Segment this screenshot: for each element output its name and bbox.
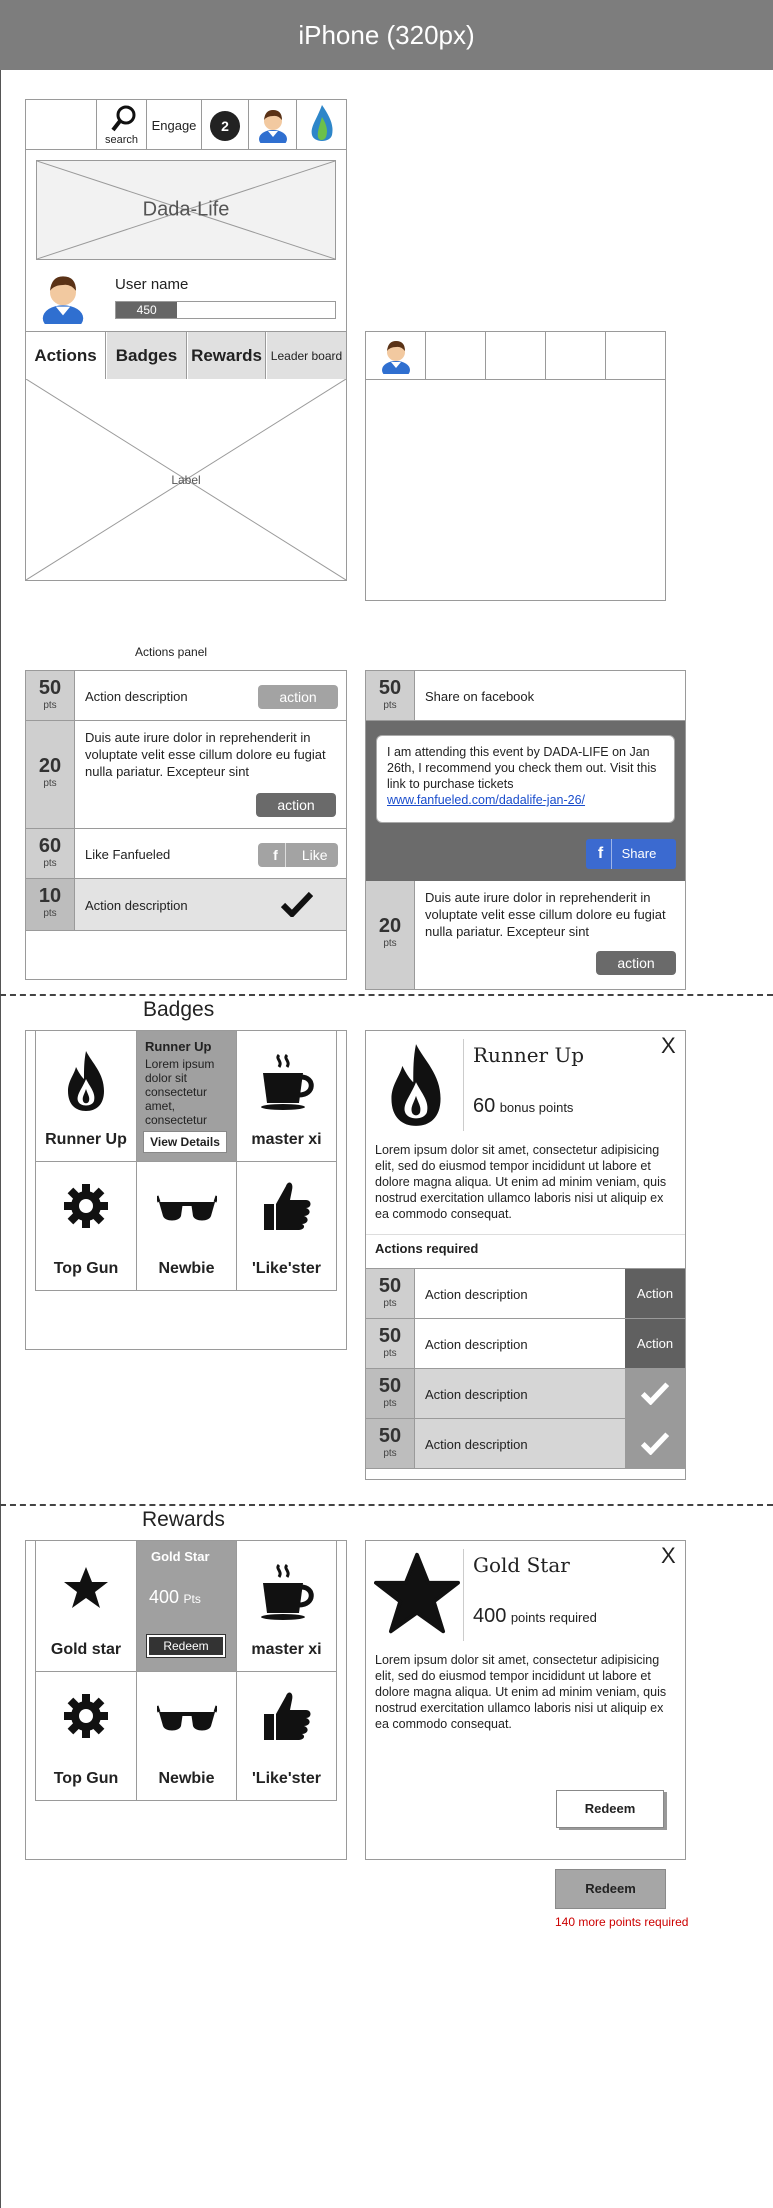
action-row-completed [26,879,346,931]
reward-tile[interactable] [237,1541,336,1671]
checkmark-icon [641,1431,669,1455]
action-points: 50 pts [366,1419,415,1468]
action-points: 60 pts [26,829,75,878]
thumbs-up-icon [262,1690,312,1742]
user-avatar-icon [40,272,86,324]
badge-tile-selected[interactable] [137,1031,236,1161]
placeholder-label: Label [171,472,201,487]
badge-label: master xi [251,1131,322,1148]
reward-detail-body: Lorem ipsum dolor sit amet, consectetur adipisicing elit, sed do eiusmod tempor incididunt ut labore et dolore magna aliqua. Ut enim ad minim veniam, quis nostrud exercitation ullamco laboris nisi ut aliquip ex ea commodo consequat. [375,1653,667,1731]
reward-label: 'Like'ster [252,1770,321,1787]
action-description: Action description [425,1337,528,1352]
actions-panel [25,670,347,980]
facebook-icon: f [266,843,286,867]
action-button[interactable]: action [596,951,676,975]
coffee-cup-icon [259,1053,315,1111]
fire-icon [64,1049,108,1113]
gear-icon [64,1694,108,1738]
rewards-title: Rewards [142,1508,225,1531]
tab-actions[interactable] [26,332,106,380]
action-description: Action description [85,689,188,704]
facebook-share-button[interactable] [586,839,676,869]
reward-label: Top Gun [53,1770,119,1787]
points-progress-fill [116,302,177,318]
user-name: User name [115,276,189,293]
facebook-icon: f [590,839,612,869]
redeem-button[interactable]: Redeem [556,1790,664,1828]
badge-tile[interactable] [237,1031,336,1161]
engage-button[interactable] [147,100,201,150]
action-description: Like Fanfueled [85,847,171,862]
reward-tile[interactable] [36,1672,136,1801]
badge-tile[interactable] [137,1162,236,1291]
tab-rewards[interactable] [188,332,266,380]
reward-tile-selected[interactable] [137,1541,236,1671]
reward-tile[interactable] [36,1541,136,1671]
required-action-row-completed [366,1369,685,1419]
required-actions-list [366,1269,685,1469]
badge-overlay-title: Runner Up [145,1039,212,1054]
reward-label: Gold star [50,1641,122,1658]
reward-tile[interactable] [237,1672,336,1801]
badge-tile[interactable] [237,1162,336,1291]
share-link[interactable]: www.fanfueled.com/dadalife-jan-26/ [387,793,586,807]
search-label: search [104,134,139,146]
tab-badges[interactable] [107,332,187,380]
leaderboard-frame [365,331,666,601]
badge-detail-panel [365,1030,686,1480]
page-left-border [0,70,1,2208]
checkmark-icon [641,1381,669,1405]
leaderboard-header-row [366,332,665,380]
page-title: iPhone (320px) [298,19,475,50]
section-divider [0,1504,773,1506]
bonus-value: 60 [473,1095,496,1117]
required-action-button[interactable]: Action [625,1269,685,1318]
view-details-button[interactable]: View Details [143,1131,227,1153]
page-header [0,0,773,70]
action-row [26,829,346,879]
share-action-row [366,881,685,989]
action-button[interactable]: action [256,793,336,817]
required-action-row [366,1319,685,1369]
reward-points-required [473,1605,597,1628]
profile-avatar-button[interactable] [249,100,296,150]
gear-icon [64,1184,108,1228]
badge-label: Newbie [158,1260,215,1277]
checkmark-icon [281,891,313,917]
action-description: Action description [85,898,188,913]
completed-indicator [625,1369,685,1418]
coffee-cup-icon [259,1563,315,1621]
leader-avatar-icon [381,338,411,374]
bonus-label: bonus points [499,1100,574,1115]
section-divider [0,994,773,996]
badge-label: 'Like'ster [252,1260,321,1277]
action-points: 50 pts [366,1269,415,1318]
notification-count: 2 [221,118,229,134]
badge-label: Runner Up [45,1131,127,1148]
badge-overlay-text: Lorem ipsum dolor sit consectetur amet, consectetur [145,1057,215,1127]
tab-rewards-label: Rewards [191,345,262,365]
badge-tile[interactable] [36,1162,136,1291]
event-banner [36,160,336,260]
engage-label: Engage [151,117,197,133]
action-description: Duis aute irure dolor in reprehenderit in voluptate velit esse cillum dolore eu fugiat nulla pariatur. Excepteur sint [85,730,326,779]
tab-leaderboard[interactable] [267,332,346,380]
reward-tile[interactable] [137,1672,236,1801]
reward-detail-panel [365,1540,686,1860]
action-points: 50 pts [366,1319,415,1368]
star-icon [374,1551,460,1637]
points-required-value: 400 [473,1605,507,1627]
badge-tile[interactable] [36,1031,136,1161]
share-title: Share on facebook [425,689,535,704]
reward-points-unit: Pts [183,1592,201,1606]
avatar-icon [258,107,288,143]
action-points: 20 pts [366,881,415,989]
action-row [26,721,346,829]
search-icon [111,104,137,132]
rewards-grid [35,1541,337,1801]
share-facebook-panel [365,670,686,990]
tab-leaderboard-label: Leader board [270,348,343,363]
redeem-button-disabled: Redeem [555,1869,666,1909]
reward-label: master xi [251,1641,322,1658]
required-action-row-completed [366,1419,685,1469]
tab-badges-label: Badges [115,345,178,365]
rewards-grid-frame [25,1540,347,1860]
action-points: 50 pts [366,1369,415,1418]
notification-button[interactable] [202,100,248,150]
fire-icon [386,1041,446,1129]
facebook-like-button[interactable] [258,843,338,867]
reward-points-value: 400 [149,1587,180,1607]
banner-label: Dada-Life [142,198,230,221]
share-label: Share [621,846,657,861]
badge-label: Top Gun [53,1260,119,1277]
actions-panel-caption: Actions panel [135,645,208,659]
reward-label: Newbie [158,1770,215,1787]
points-required-label: points required [510,1610,597,1625]
sunglasses-icon [157,1194,217,1224]
like-label: Like [301,847,328,863]
action-description: Action description [425,1287,528,1302]
action-description: Duis aute irure dolor in reprehenderit in voluptate velit esse cillum dolore eu fugiat nulla pariatur. Excepteur sint [425,890,666,939]
action-points: 50 pts [26,671,75,720]
flame-logo-icon [308,103,336,147]
share-message-box[interactable] [376,735,675,823]
thumbs-up-icon [262,1180,312,1232]
badges-title: Badges [143,998,215,1021]
actions-required-label: Actions required [375,1241,479,1256]
points-value: 450 [136,303,157,317]
action-description: Action description [425,1437,528,1452]
tab-actions-label: Actions [34,346,97,365]
search-button[interactable] [97,100,146,150]
reward-detail-title: Gold Star [473,1553,570,1577]
share-points: 50 pts [366,671,415,720]
badges-grid [35,1031,337,1291]
reward-redeem-button[interactable]: Redeem [147,1635,225,1657]
action-points: 20 pts [26,721,75,828]
phone-profile-frame [25,99,347,581]
reward-detail-close-button[interactable]: X [661,1543,676,1568]
tab-bar [26,331,346,379]
sunglasses-icon [157,1704,217,1734]
action-button[interactable]: action [258,685,338,709]
badges-grid-frame [25,1030,347,1350]
badge-bonus [473,1095,573,1118]
points-progress-bar [115,301,336,319]
action-description: Action description [425,1387,528,1402]
reward-overlay-points [149,1587,201,1608]
top-nav [26,100,346,150]
action-points: 10 pts [26,879,75,930]
completed-indicator [625,1419,685,1468]
action-row [26,671,346,721]
reward-overlay-title: Gold Star [151,1549,210,1564]
required-action-row [366,1269,685,1319]
share-row [366,671,685,721]
tab-content-placeholder [26,379,346,580]
badge-detail-body: Lorem ipsum dolor sit amet, consectetur adipisicing elit, sed do eiusmod tempor incididunt ut labore et dolore magna aliqua. Ut enim ad minim veniam, quis nostrud exercitation ullamco laboris nisi ut aliquip ex ea commodo consequat. [375,1143,667,1221]
badge-detail-title: Runner Up [473,1043,585,1067]
notification-badge [210,111,240,141]
points-required-warning: 140 more points required [555,1915,689,1929]
brand-logo-button[interactable] [297,100,346,150]
badge-detail-close-button[interactable]: X [661,1033,676,1058]
required-action-button[interactable]: Action [625,1319,685,1368]
share-message: I am attending this event by DADA-LIFE on Jan 26th, I recommend you check them out. Visit this link to purchase tickets [387,745,657,791]
share-dialog [366,721,685,881]
star-icon [63,1565,109,1611]
